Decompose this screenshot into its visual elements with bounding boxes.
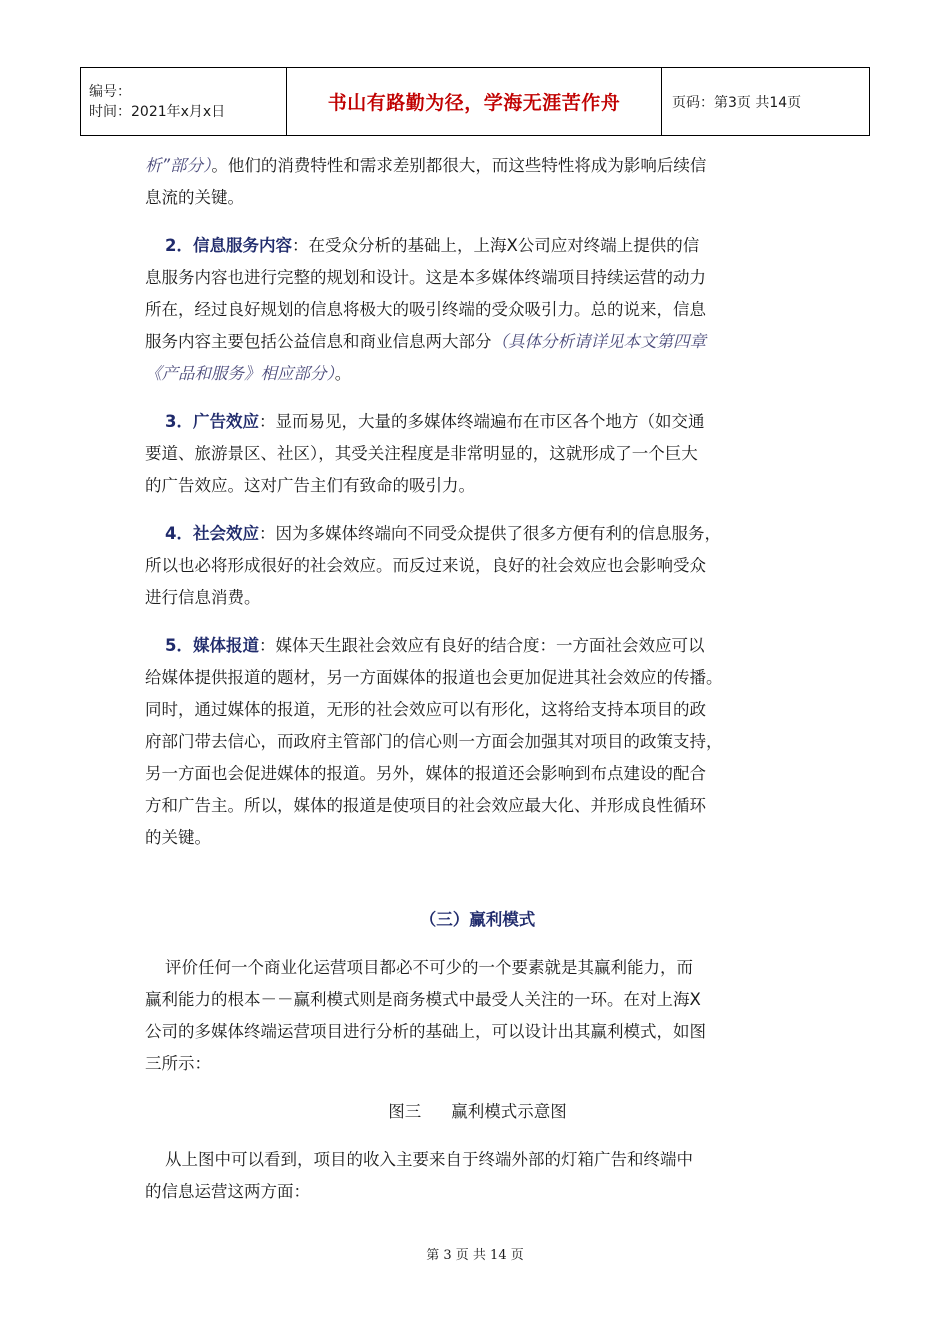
paragraph-line: 所以也必将形成很好的社会效应。而反过来说，良好的社会效应也会影响受众 xyxy=(145,556,706,575)
header-motto: 书山有路勤为径，学海无涯苦作舟 xyxy=(287,68,662,136)
header-meta xyxy=(81,68,287,136)
document-date: 时间：2021年x月x日 xyxy=(89,103,226,120)
paragraph-line: 的信息运营这两方面： xyxy=(145,1182,310,1201)
paragraph-line: 的广告效应。这对广告主们有致命的吸引力。 xyxy=(145,476,475,495)
paragraph-line: 方和广告主。所以，媒体的报道是使项目的社会效应最大化、并形成良性循环 xyxy=(145,796,706,815)
item-term: ．媒体报道 xyxy=(176,636,259,655)
page-header xyxy=(80,67,870,136)
paragraph-line: 赢利能力的根本－－赢利模式则是商务模式中最受人关注的一环。在对上海X xyxy=(145,990,701,1009)
item-heading-line xyxy=(145,230,810,262)
paragraph-line: 公司的多媒体终端运营项目进行分析的基础上，可以设计出其赢利模式，如图 xyxy=(145,1022,706,1041)
text-span: 。他们的消费特性和需求差别都很大，而这些特性将成为影响后续信 xyxy=(211,156,707,175)
paragraph-line: 三所示： xyxy=(145,1054,211,1073)
paragraph-line: 的关键。 xyxy=(145,828,211,847)
italic-ref: 《产品和服务》相应部分） xyxy=(145,364,335,383)
paragraph-line: 给媒体提供报道的题材，另一方面媒体的报道也会更加促进其社会效应的传播。 xyxy=(145,668,723,687)
item-term: ．信息服务内容 xyxy=(176,236,292,255)
text-span: ： xyxy=(258,636,276,655)
paragraph-line xyxy=(145,326,810,358)
italic-ref: 析”部分） xyxy=(145,156,212,175)
italic-ref: （具体分析请详见本文第四章 xyxy=(491,332,706,351)
item-term: ．广告效应 xyxy=(176,412,259,431)
paragraph-line: 所在，经过良好规划的信息将极大的吸引终端的受众吸引力。总的说来，信息 xyxy=(145,300,706,319)
document-code-label: 编号： xyxy=(89,83,131,100)
paragraph-line: 要道、旅游景区、社区），其受关注程度是非常明显的，这就形成了一个巨大 xyxy=(145,444,698,463)
text-span: ： xyxy=(258,524,276,543)
paragraph-line: 息流的关键。 xyxy=(145,188,244,207)
item-number: 3 xyxy=(165,412,177,431)
item-term: ．社会效应 xyxy=(176,524,259,543)
text-span: ： xyxy=(291,236,309,255)
text-span: 媒体天生跟社会效应有良好的结合度：一方面社会效应可以 xyxy=(275,636,705,655)
header-page-info: 页码：第3页 共14页 xyxy=(662,68,870,136)
figure-title: 赢利模式示意图 xyxy=(451,1102,567,1121)
document-body xyxy=(145,150,810,1208)
text-span: ： xyxy=(258,412,276,431)
paragraph-line: 进行信息消费。 xyxy=(145,588,261,607)
item-heading-line xyxy=(145,406,810,438)
page-footer: 第 3 页 共 14 页 xyxy=(426,1248,524,1263)
paragraph-line: 息服务内容也进行完整的规划和设计。这是本多媒体终端项目持续运营的动力 xyxy=(145,268,706,287)
text-span: 服务内容主要包括公益信息和商业信息两大部分 xyxy=(145,332,492,351)
paragraph-line: 评价任何一个商业化运营项目都必不可少的一个要素就是其赢利能力，而 xyxy=(165,958,693,977)
item-number: 5 xyxy=(165,636,177,655)
figure-caption xyxy=(145,1096,810,1128)
item-heading-line xyxy=(145,518,810,550)
item-heading-line xyxy=(145,630,810,662)
section-title: （三）赢利模式 xyxy=(419,910,536,929)
paragraph-line xyxy=(145,150,810,182)
item-number: 2 xyxy=(165,236,177,255)
item-number: 4 xyxy=(165,524,177,543)
text-span: 在受众分析的基础上，上海X公司应对终端上提供的信 xyxy=(308,236,700,255)
paragraph-line: 府部门带去信心，而政府主管部门的信心则一方面会加强其对项目的政策支持， xyxy=(145,732,723,751)
paragraph-line xyxy=(145,358,810,390)
text-span: 。 xyxy=(334,364,352,383)
figure-label: 图三 xyxy=(388,1102,422,1121)
paragraph-line: 从上图中可以看到，项目的收入主要来自于终端外部的灯箱广告和终端中 xyxy=(165,1150,693,1169)
text-span: 显而易见，大量的多媒体终端遍布在市区各个地方（如交通 xyxy=(275,412,705,431)
text-span: 因为多媒体终端向不同受众提供了很多方便有利的信息服务， xyxy=(275,524,721,543)
paragraph-line: 另一方面也会促进媒体的报道。另外，媒体的报道还会影响到布点建设的配合 xyxy=(145,764,706,783)
paragraph-line: 同时，通过媒体的报道，无形的社会效应可以有形化，这将给支持本项目的政 xyxy=(145,700,706,719)
